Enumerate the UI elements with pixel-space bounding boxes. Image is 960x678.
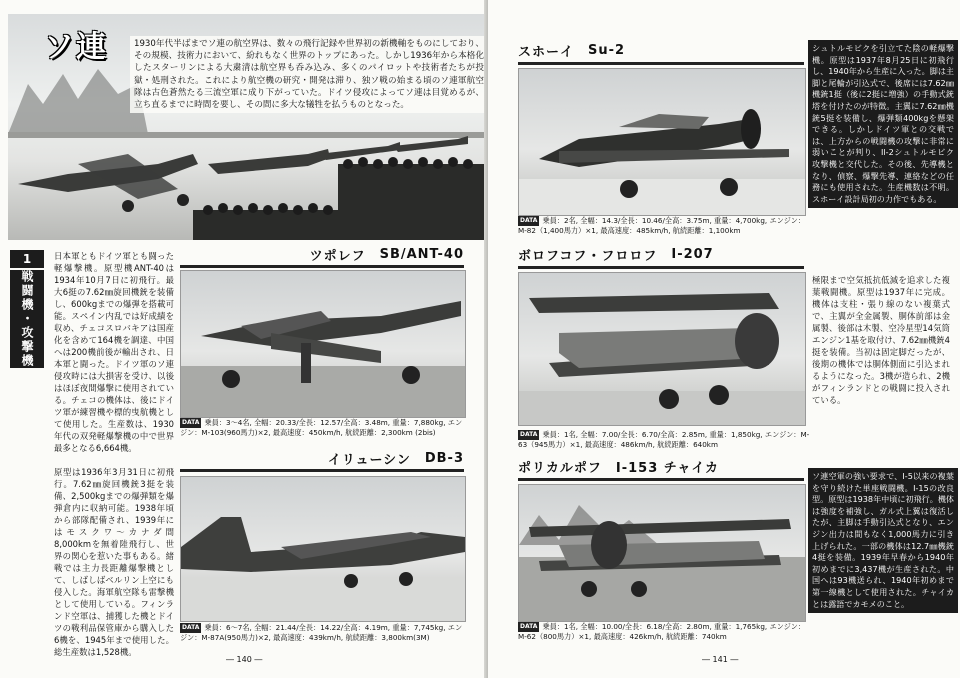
su2-name-model: Su-2	[588, 42, 626, 58]
su2-photo	[518, 68, 806, 216]
sb-ant40-photo	[180, 270, 466, 418]
data-tag: DATA	[520, 217, 538, 224]
intro-text: 1930年代半ばまでソ連の航空界は、数々の飛行記録や世界初の新機軸をものにしており、その規模、技術力において、紛れもなく世界のトップにあった。しかし1936年から本格化したスターリンによる大粛清は航空界も呑み込み、多くのパイロットや技術者たちが投獄・処刑された。これにより航空機の研究・開発は滞り、独ソ戦の始まる頃のソ連軍航空隊は古色蒼然たる三流空軍に成り下がっていた。ドイツ侵攻によってソ連は目覚めるが、立ち直るまでに時間を要し、その間に多大な犠牲を払うものとなった。	[130, 36, 488, 113]
db3-data-text: 乗員：6～7名, 全幅：21.44/全長：14.22/全高：4.19m, 重量：7,745kg, エンジン：M-87A(950馬力)×2, 最高速度：439km/h, 航続距離：3,800km(3M)	[180, 623, 463, 642]
i153-description: ソ連空軍の強い要求で、I-5以来の複葉を守り続けた単座戦闘機。I-15の改良型。原型は1938年中頃に初飛行。機体は強度を補強し、ガル式上翼は復活したが、主脚は手動引込式となり、エンジン出力は間もなく1,000馬力に引き上げられた。一部の機体は12.7㎜機銃4挺を装備。1939年早春から1940年初めまでに3,437機が生産された。中国へは93機送られ、1940年初めまで第一線機として使用された。チャイカとは露語でカモメのこと。	[808, 468, 958, 613]
i207-data	[518, 430, 810, 450]
data-tag: DATA	[182, 419, 200, 426]
su2-title-rule	[518, 62, 804, 65]
country-title: ソ連	[44, 30, 108, 65]
sb-ant40-data	[180, 418, 468, 438]
right-page	[488, 0, 960, 678]
i153-data	[518, 622, 810, 642]
i207-title	[518, 244, 804, 264]
data-tag: DATA	[182, 624, 200, 631]
page-number-right: ― 141 ―	[702, 655, 739, 664]
su2-data	[518, 216, 810, 236]
i207-data-text: 乗員：1名, 全幅：7.00/全長：6.70/全高：2.85m, 重量：1,850kg, エンジン：M-63（945馬力）×1, 最高速度：486km/h, 航続距離：640km	[518, 430, 810, 449]
su2-name-jp: スホーイ	[518, 44, 575, 60]
i153-name-model: I-153 チャイカ	[615, 460, 719, 476]
sb-ant40-title	[180, 244, 464, 264]
i153-data-text: 乗員：1名, 全幅：10.00/全長：6.18/全高：2.80m, 重量：1,765kg, エンジン：M-62（800馬力）×1, 最高速度：426km/h, 航続距離：740km	[518, 622, 806, 641]
i207-name-jp: ボロフコフ・フロロフ	[518, 248, 658, 264]
db3-description: 原型は1936年3月31日に初飛行。7.62㎜旋回機銃3挺を装備、2,500kgまでの爆弾類を爆弾倉内に収納可能。1938年頃から部隊配備され、1939年にはモスクワ～カナダ間8,000kmを無着陸飛行し、世界の関心を惹いた事もある。緒戦では主力長距離爆撃機として、しばしばベルリン上空にも侵入した。海軍航空隊も雷撃機として使用している。フィンランド空軍は、捕獲した機とドイツの戦利品保管庫から購入した6機を、1945年まで使用した。総生産数は1,528機。	[54, 467, 174, 657]
su2-data-text: 乗員：2名, 全幅：14.3/全長：10.46/全高：3.75m, 重量：4,700kg, エンジン：M-82（1,400馬力）×1, 最高速度：485km/h, 航続距離：1,100km	[518, 216, 806, 235]
i153-photo	[518, 484, 806, 622]
section-label: 戦闘機・攻撃機	[10, 270, 44, 368]
i153-title-rule	[518, 478, 804, 481]
su2-description: シュトルモビクを引立てた陰の軽爆撃機。原型は1937年8月25日に初飛行し、1940年から生産に入った。脚は主脚と尾輪が引込式で、後席には7.62㎜機銃1挺（後に2挺に増強）の手動式銃塔を付けたのが特徴。主翼に7.62㎜機銃5挺を装備し、爆弾類400kgを懸架できる。しかしドイツ軍との交戦では、上方からの戦闘機の攻撃に非常に弱いことが判り、Il-2シュトルモビク攻撃機と交代した。その後、先導機となり、偵察、爆撃先導、連絡などの任務にも使用された。生産機数は不明。スホーイ設計局初の力作でもある。	[808, 40, 958, 208]
section-number: 1	[10, 250, 44, 268]
i153-name-jp: ポリカルポフ	[518, 460, 602, 476]
data-tag: DATA	[520, 623, 538, 630]
db3-photo	[180, 476, 466, 622]
db3-name-jp: イリューシン	[327, 452, 411, 468]
db3-name-model: DB-3	[424, 450, 464, 466]
i207-name-model: I-207	[671, 246, 714, 262]
db3-title	[180, 448, 464, 468]
sb-ant40-name-model: SB/ANT-40	[379, 246, 464, 262]
sb-ant40-title-rule	[180, 265, 464, 268]
sb-ant40-data-text: 乗員：3～4名, 全幅：20.33/全長：12.57/全高：3.48m, 重量：7,880kg, エンジン：M-103(960馬力)×2, 最高速度：450km/h, 航続距離：2,300km (2bis)	[180, 418, 463, 437]
page-number-left: ― 140 ―	[226, 655, 263, 664]
i207-photo	[518, 272, 806, 426]
i207-description: 極限まで空気抵抗低減を追求した複葉戦闘機。原型は1937年に完成。機体は支柱・張り線のない複葉式で、主翼が全金属製、胴体前部は金属製、後部は木製、空冷星型14気筒エンジン1基を取付け、7.62㎜機銃4挺を装備。当初は固定脚だったが、後期の機体では胴体側面に引込まれるようになった。3機が造られ、2機がフィンランドとの戦闘に投入されている。	[812, 275, 950, 405]
sb-ant40-name-jp: ツポレフ	[309, 248, 366, 264]
i207-title-rule	[518, 266, 804, 269]
sb-ant40-description: 日本軍ともドイツ軍とも闘った軽爆撃機。原型機ANT-40は1934年10月7日に初飛行。最大6挺の7.62㎜旋回機銃を装備し、600kgまでの爆弾を搭載可能。スペイン内乱では好成績を収め、チェコスロバキアは国産化を含めて164機を調達、中国へは200機前後が輸出され、日本軍と闘った。ドイツ軍のソ連侵攻時には大損害を受け、以後はほぼ夜間爆撃に使用されている。チェコの機体は、後にドイツ軍が練習機や標的曳航機として使用した。生産数は、1930年代の双発軽爆撃機の中で世界最多となる6,664機。	[54, 251, 174, 453]
su2-title	[518, 40, 790, 60]
db3-data	[180, 623, 468, 643]
db3-title-rule	[180, 469, 464, 472]
i153-title	[518, 456, 804, 476]
data-tag: DATA	[520, 431, 538, 438]
